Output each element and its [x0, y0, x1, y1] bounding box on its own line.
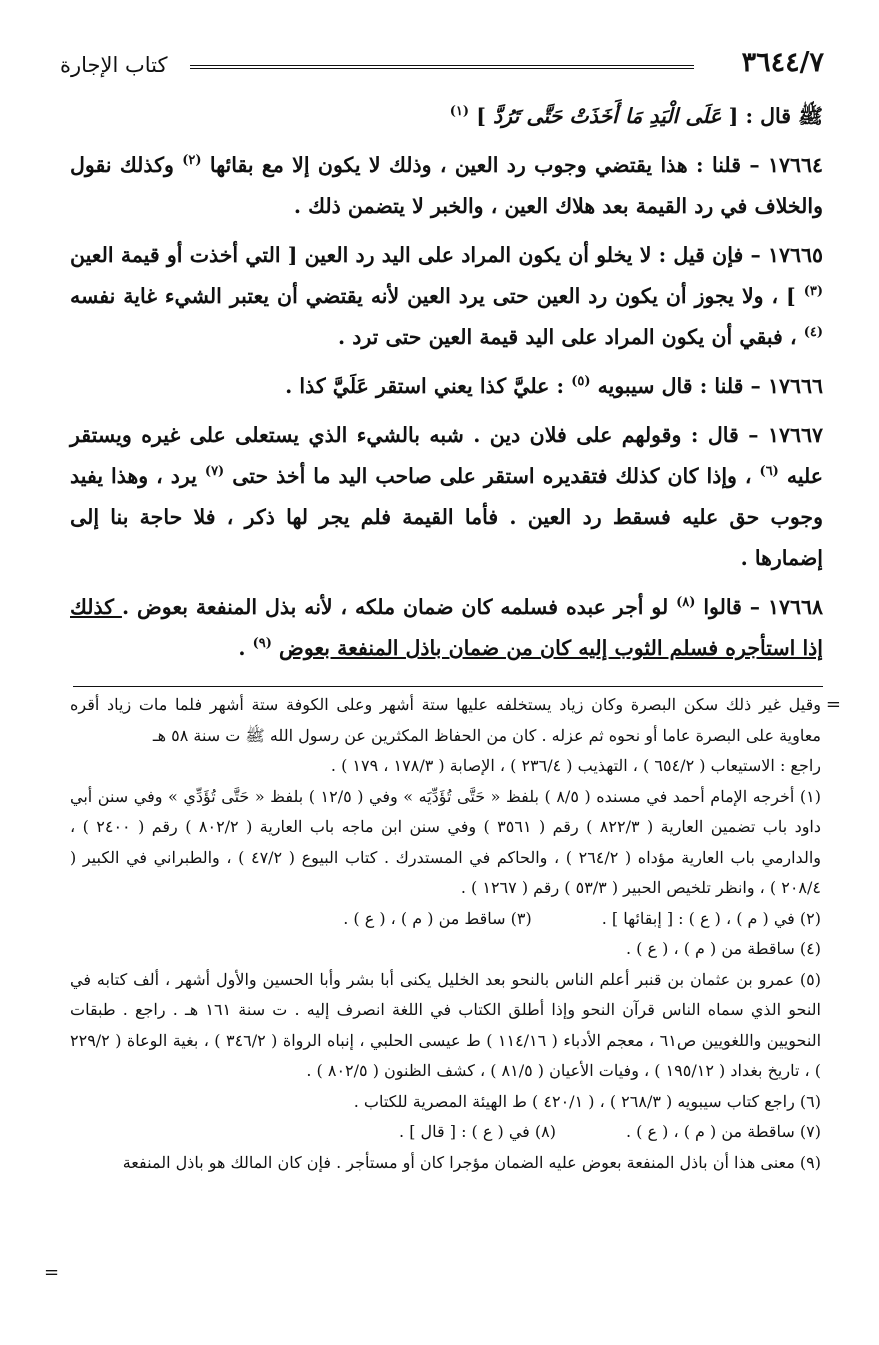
underlined-passage: كذلك إذا استأجره فسلم الثوب إليه كان من ضمان باذل المنفعة بعوض [70, 595, 823, 660]
text-run: – قلنا : قال سيبويه [597, 374, 768, 398]
footnote-continued: وقيل غير ذلك سكن البصرة وكان زياد يستخلفه عليها ستة أشهر وعلى الكوفة ستة أشهر فلما مات زياد أقره معاوية على البصرة عاما أو نحوه ثم عزله . كان من الحفاظ المكثرين عن رسول الله ﷺ ت سنة ٥٨ هـ [70, 695, 821, 745]
page-header [60, 46, 824, 82]
paragraph-number: ١٧٦٦٥ [767, 243, 823, 267]
footnote-ref: (٩) [252, 636, 272, 652]
main-text [70, 96, 823, 669]
paragraph-hadith [70, 96, 823, 137]
paragraph-17667 [70, 415, 823, 579]
paragraph-17666 [70, 366, 823, 407]
paragraph-17665 [70, 235, 823, 358]
footnote-6: (٦) راجع كتاب سيبويه ( ٢٦٨/٣ ) ، ( ٤٢٠/١ ) ط الهيئة المصرية للكتاب . [353, 1091, 821, 1111]
paragraph-17664 [70, 145, 823, 227]
footnotes-divider [73, 686, 823, 687]
paragraph-17668 [70, 587, 823, 669]
footnote-continued-refs: راجع : الاستيعاب ( ٦٥٤/٢ ) ، التهذيب ( ٢٣٦/٤ ) ، الإصابة ( ١٧٨/٣ ، ١٧٩ ) . [330, 756, 821, 775]
footnote-ref: (٤) [803, 325, 823, 341]
footnote-ref: (٢) [182, 153, 202, 169]
text-run: ، فبقي أن يكون المراد على اليد قيمة العين حتى ترد . [337, 325, 804, 349]
text-run: . [238, 636, 253, 660]
paragraph-number: ١٧٦٦٧ [767, 423, 823, 447]
footnotes [70, 690, 821, 1178]
footnote-2: (٢) في ( م ) ، ( ع ) : [ إبقائها ] . [601, 908, 821, 928]
paragraph-number: ١٧٦٦٦ [767, 374, 823, 398]
footnote-4: (٤) ساقطة من ( م ) ، ( ع ) . [626, 939, 821, 958]
hadith-quote: عَلَى الْيَدِ مَا أَخَذَتْ حَتَّى تَرُدَّ [493, 104, 722, 128]
continuation-mark: = [825, 694, 841, 715]
text-run: وكذلك نقول والخلاف في رد القيمة بعد هلاك العين ، والخبر لا يتضمن ذلك . [70, 153, 823, 218]
footnote-8: (٨) في ( ع ) : [ قال ] . [399, 1122, 556, 1141]
footnote-5: (٥) عمرو بن عثمان بن قنبر أعلم الناس بالنحو بعد الخليل يكنى أبا بشر وأبا الحسين والأول أشهر ، ألف كتابه في النحو الذي سماه الناس قرآن النحو وإذا أطلق الكتاب في اللغة انصرف إليه . ت سنة ١٦١ هـ . راجع . طبقات النحويين واللغويين ص٦١ ، معجم الأدباء ( ١١٤/١٦ ) ط عيسى الحلبي ، إنباه الرواة ( ٣٤٦/٢ ) ، بغية الوعاة ( ٢٢٩/٢ ) ، تاريخ بغداد ( ١٩٥/١٢ ) ، وفيات الأعيان ( ٨١/٥ ) ، كشف الظنون ( ٨٠٢/٥ ) . [70, 969, 822, 1080]
continuation-mark: = [44, 1262, 60, 1283]
paragraph-number: ١٧٦٦٨ [767, 595, 823, 619]
text-run: – قلنا : هذا يقتضي وجوب رد العين ، وذلك لا يكون إلا مع بقائها [209, 153, 768, 177]
text-run: لو أجر عبده فسلمه كان ضمان ملكه ، لأنه بذل المنفعة بعوض . [121, 595, 677, 619]
footnote-ref: (٣) [803, 284, 823, 300]
page-number: ٣٦٤٤/٧ [741, 47, 824, 78]
text-run: – قال : وقولهم على فلان دين . شبه بالشيء الذي يستعلى على غيره ويستقر عليه [70, 423, 824, 488]
footnote-7: (٧) ساقطة من ( م ) ، ( ع ) . [626, 1122, 821, 1141]
footnote-ref: (٧) [204, 464, 225, 480]
footnote-ref: (٦) [759, 464, 779, 480]
text-run: – فإن قيل : لا يخلو أن يكون المراد على اليد رد العين [ التي أخذت أو قيمة العين [70, 243, 768, 267]
book-title: كتاب الإجارة [60, 53, 168, 77]
footnote-1: (١) أخرجه الإمام أحمد في مسنده ( ٨/٥ ) بلفظ « حَتَّى تُؤَدِّيَه » وفي ( ١٢/٥ ) بلفظ « حَتَّى تُؤَدِّي » وفي سنن أبي داود باب تضمين العارية ( ٨٢٢/٣ ) رقم ( ٣٥٦١ ) وفي سنن ابن ماجه باب العارية ( ٨٠٢/٢ ) رقم ( ٢٤٠٠ ) ، والدارمي باب العارية مؤداه ( ٢٦٤/٢ ) ، والحاكم في المستدرك . كتاب البيوع ( ٤٧/٢ ) ، والطبراني في الكبير ( ٢٠٨/٤ ) ، وانظر تلخيص الحبير ( ٥٣/٣ ) رقم ( ١٢٦٧ ) . [70, 786, 822, 897]
text-run: ، وإذا كان كذلك فتقديره استقر على صاحب اليد ما أخذ حتى [232, 464, 760, 488]
footnote-9: (٩) معنى هذا أن باذل المنفعة بعوض عليه الضمان مؤجرا كان أو مستأجر . فإن كان المالك هو باذل المنفعة [122, 1152, 821, 1172]
text-run: ] [476, 104, 494, 128]
footnote-3: (٣) ساقط من ( م ) ، ( ع ) . [343, 908, 532, 928]
text-run: – قالوا [703, 595, 768, 619]
footnote-ref: (٨) [676, 595, 696, 611]
footnote-row [70, 904, 821, 935]
footnote-ref: (٥) [571, 374, 591, 390]
footnote-ref: (١) [449, 104, 470, 120]
text-run: يرد ، وهذا يفيد وجوب حق عليه فسقط رد العين . فأما القيمة فلم يجر لها ذكر ، فلا حاجة بنا إلى إضمارها . [70, 464, 823, 570]
text-run: ﷺ قال : [ [721, 104, 823, 128]
paragraph-number: ١٧٦٦٤ [767, 153, 823, 177]
footnote-row [70, 1117, 821, 1148]
header-rule [190, 65, 694, 69]
text-run: ] ، ولا يجوز أن يكون رد العين حتى يرد العين لأنه يقتضي أن يعتبر الشيء غاية نفسه [70, 284, 804, 308]
text-run: : عليَّ كذا يعني استقر عَلَيَّ كذا . [285, 374, 572, 398]
